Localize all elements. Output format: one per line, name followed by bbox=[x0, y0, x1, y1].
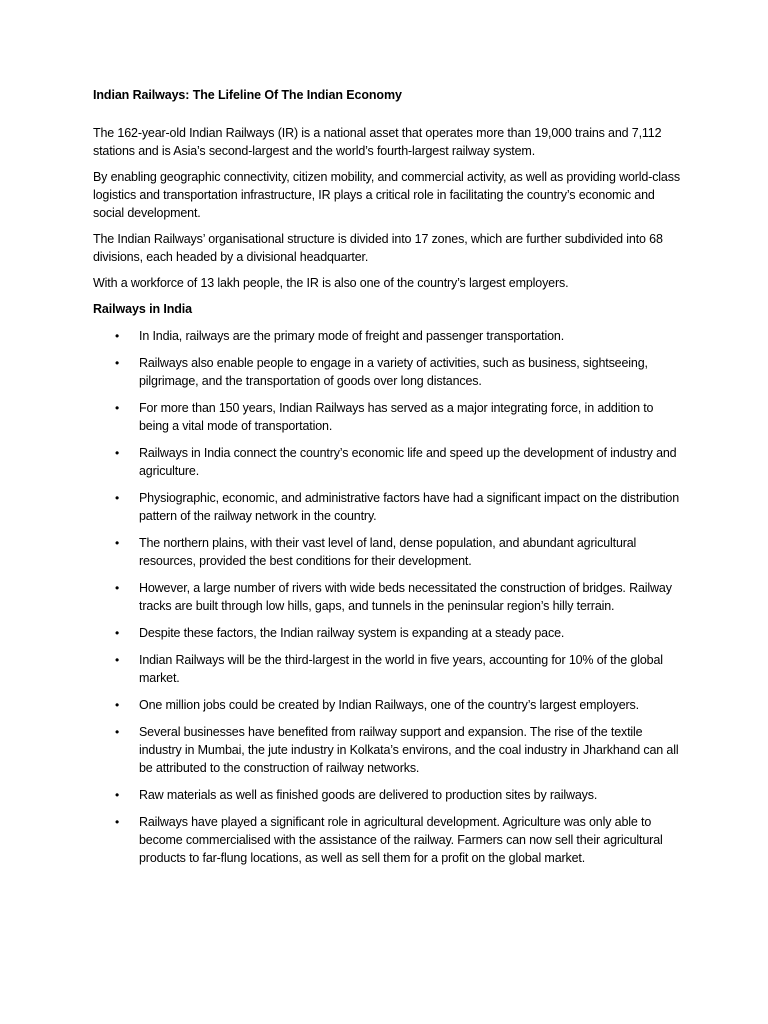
list-item bbox=[93, 489, 683, 525]
bullet-icon: • bbox=[115, 356, 120, 370]
bullet-icon: • bbox=[115, 698, 120, 712]
list-item-text: Railways in India connect the country’s economic life and speed up the development of industry and agriculture. bbox=[139, 446, 677, 478]
list-item bbox=[93, 813, 683, 867]
bullet-icon: • bbox=[115, 536, 120, 550]
bullet-icon: • bbox=[115, 653, 120, 667]
document-page bbox=[93, 86, 683, 876]
list-item-text: Raw materials as well as finished goods are delivered to production sites by railways. bbox=[139, 788, 598, 802]
paragraph-structure: The Indian Railways’ organisational structure is divided into 17 zones, which are further subdivided into 68 divisions, each headed by a divisional headquarter. bbox=[93, 232, 663, 264]
bullet-icon: • bbox=[115, 626, 120, 640]
list-item-text: The northern plains, with their vast level of land, dense population, and abundant agricultural resources, provided the best conditions for their development. bbox=[139, 536, 637, 568]
list-item-text: For more than 150 years, Indian Railways has served as a major integrating force, in addition to being a vital mode of transportation. bbox=[139, 401, 654, 433]
bullet-icon: • bbox=[115, 446, 120, 460]
bullet-icon: • bbox=[115, 725, 120, 739]
bullet-icon: • bbox=[115, 815, 120, 829]
document-title: Indian Railways: The Lifeline Of The Indian Economy bbox=[93, 88, 402, 102]
bullet-list bbox=[93, 327, 683, 867]
list-item bbox=[93, 786, 683, 804]
paragraph-workforce: With a workforce of 13 lakh people, the IR is also one of the country’s largest employers. bbox=[93, 276, 569, 290]
list-item bbox=[93, 579, 683, 615]
bullet-icon: • bbox=[115, 788, 120, 802]
list-item-text: Railways have played a significant role in agricultural development. Agriculture was only able to become commercialised with the assistance of the railway. Farmers can now sell their agricultural products to far-flung locations, as well as sell them for a profit on the global market. bbox=[139, 815, 663, 865]
list-item bbox=[93, 399, 683, 435]
list-item-text: Physiographic, economic, and administrative factors have had a significant impact on the distribution pattern of the railway network in the country. bbox=[139, 491, 680, 523]
list-item-text: Despite these factors, the Indian railway system is expanding at a steady pace. bbox=[139, 626, 565, 640]
list-item-text: Several businesses have benefited from railway support and expansion. The rise of the textile industry in Mumbai, the jute industry in Kolkata’s environs, and the coal industry in Jharkhand can all be attributed to the construction of railway networks. bbox=[139, 725, 679, 775]
list-item-text: In India, railways are the primary mode of freight and passenger transportation. bbox=[139, 329, 565, 343]
section-heading: Railways in India bbox=[93, 302, 193, 316]
list-item bbox=[93, 534, 683, 570]
bullet-icon: • bbox=[115, 329, 120, 343]
bullet-icon: • bbox=[115, 401, 120, 415]
list-item-text: However, a large number of rivers with wide beds necessitated the construction of bridges. Railway tracks are built through low hills, gaps, and tunnels in the peninsular region’s hilly terrain. bbox=[139, 581, 672, 613]
list-item bbox=[93, 327, 683, 345]
list-item-text: Indian Railways will be the third-largest in the world in five years, accounting for 10% of the global market. bbox=[139, 653, 663, 685]
list-item bbox=[93, 723, 683, 777]
list-item-text: Railways also enable people to engage in a variety of activities, such as business, sightseeing, pilgrimage, and the transportation of goods over long distances. bbox=[139, 356, 648, 388]
list-item bbox=[93, 624, 683, 642]
list-item bbox=[93, 651, 683, 687]
list-item bbox=[93, 696, 683, 714]
list-item-text: One million jobs could be created by Indian Railways, one of the country’s largest employers. bbox=[139, 698, 639, 712]
bullet-icon: • bbox=[115, 491, 120, 505]
paragraph-intro: The 162-year-old Indian Railways (IR) is a national asset that operates more than 19,000 trains and 7,112 stations and is Asia’s second-largest and the world’s fourth-largest railway system. bbox=[93, 126, 662, 158]
list-item bbox=[93, 444, 683, 480]
list-item bbox=[93, 354, 683, 390]
bullet-icon: • bbox=[115, 581, 120, 595]
paragraph-connectivity: By enabling geographic connectivity, citizen mobility, and commercial activity, as well as providing world-class logistics and transportation infrastructure, IR plays a critical role in facilitating the country’s economic and social development. bbox=[93, 170, 680, 220]
